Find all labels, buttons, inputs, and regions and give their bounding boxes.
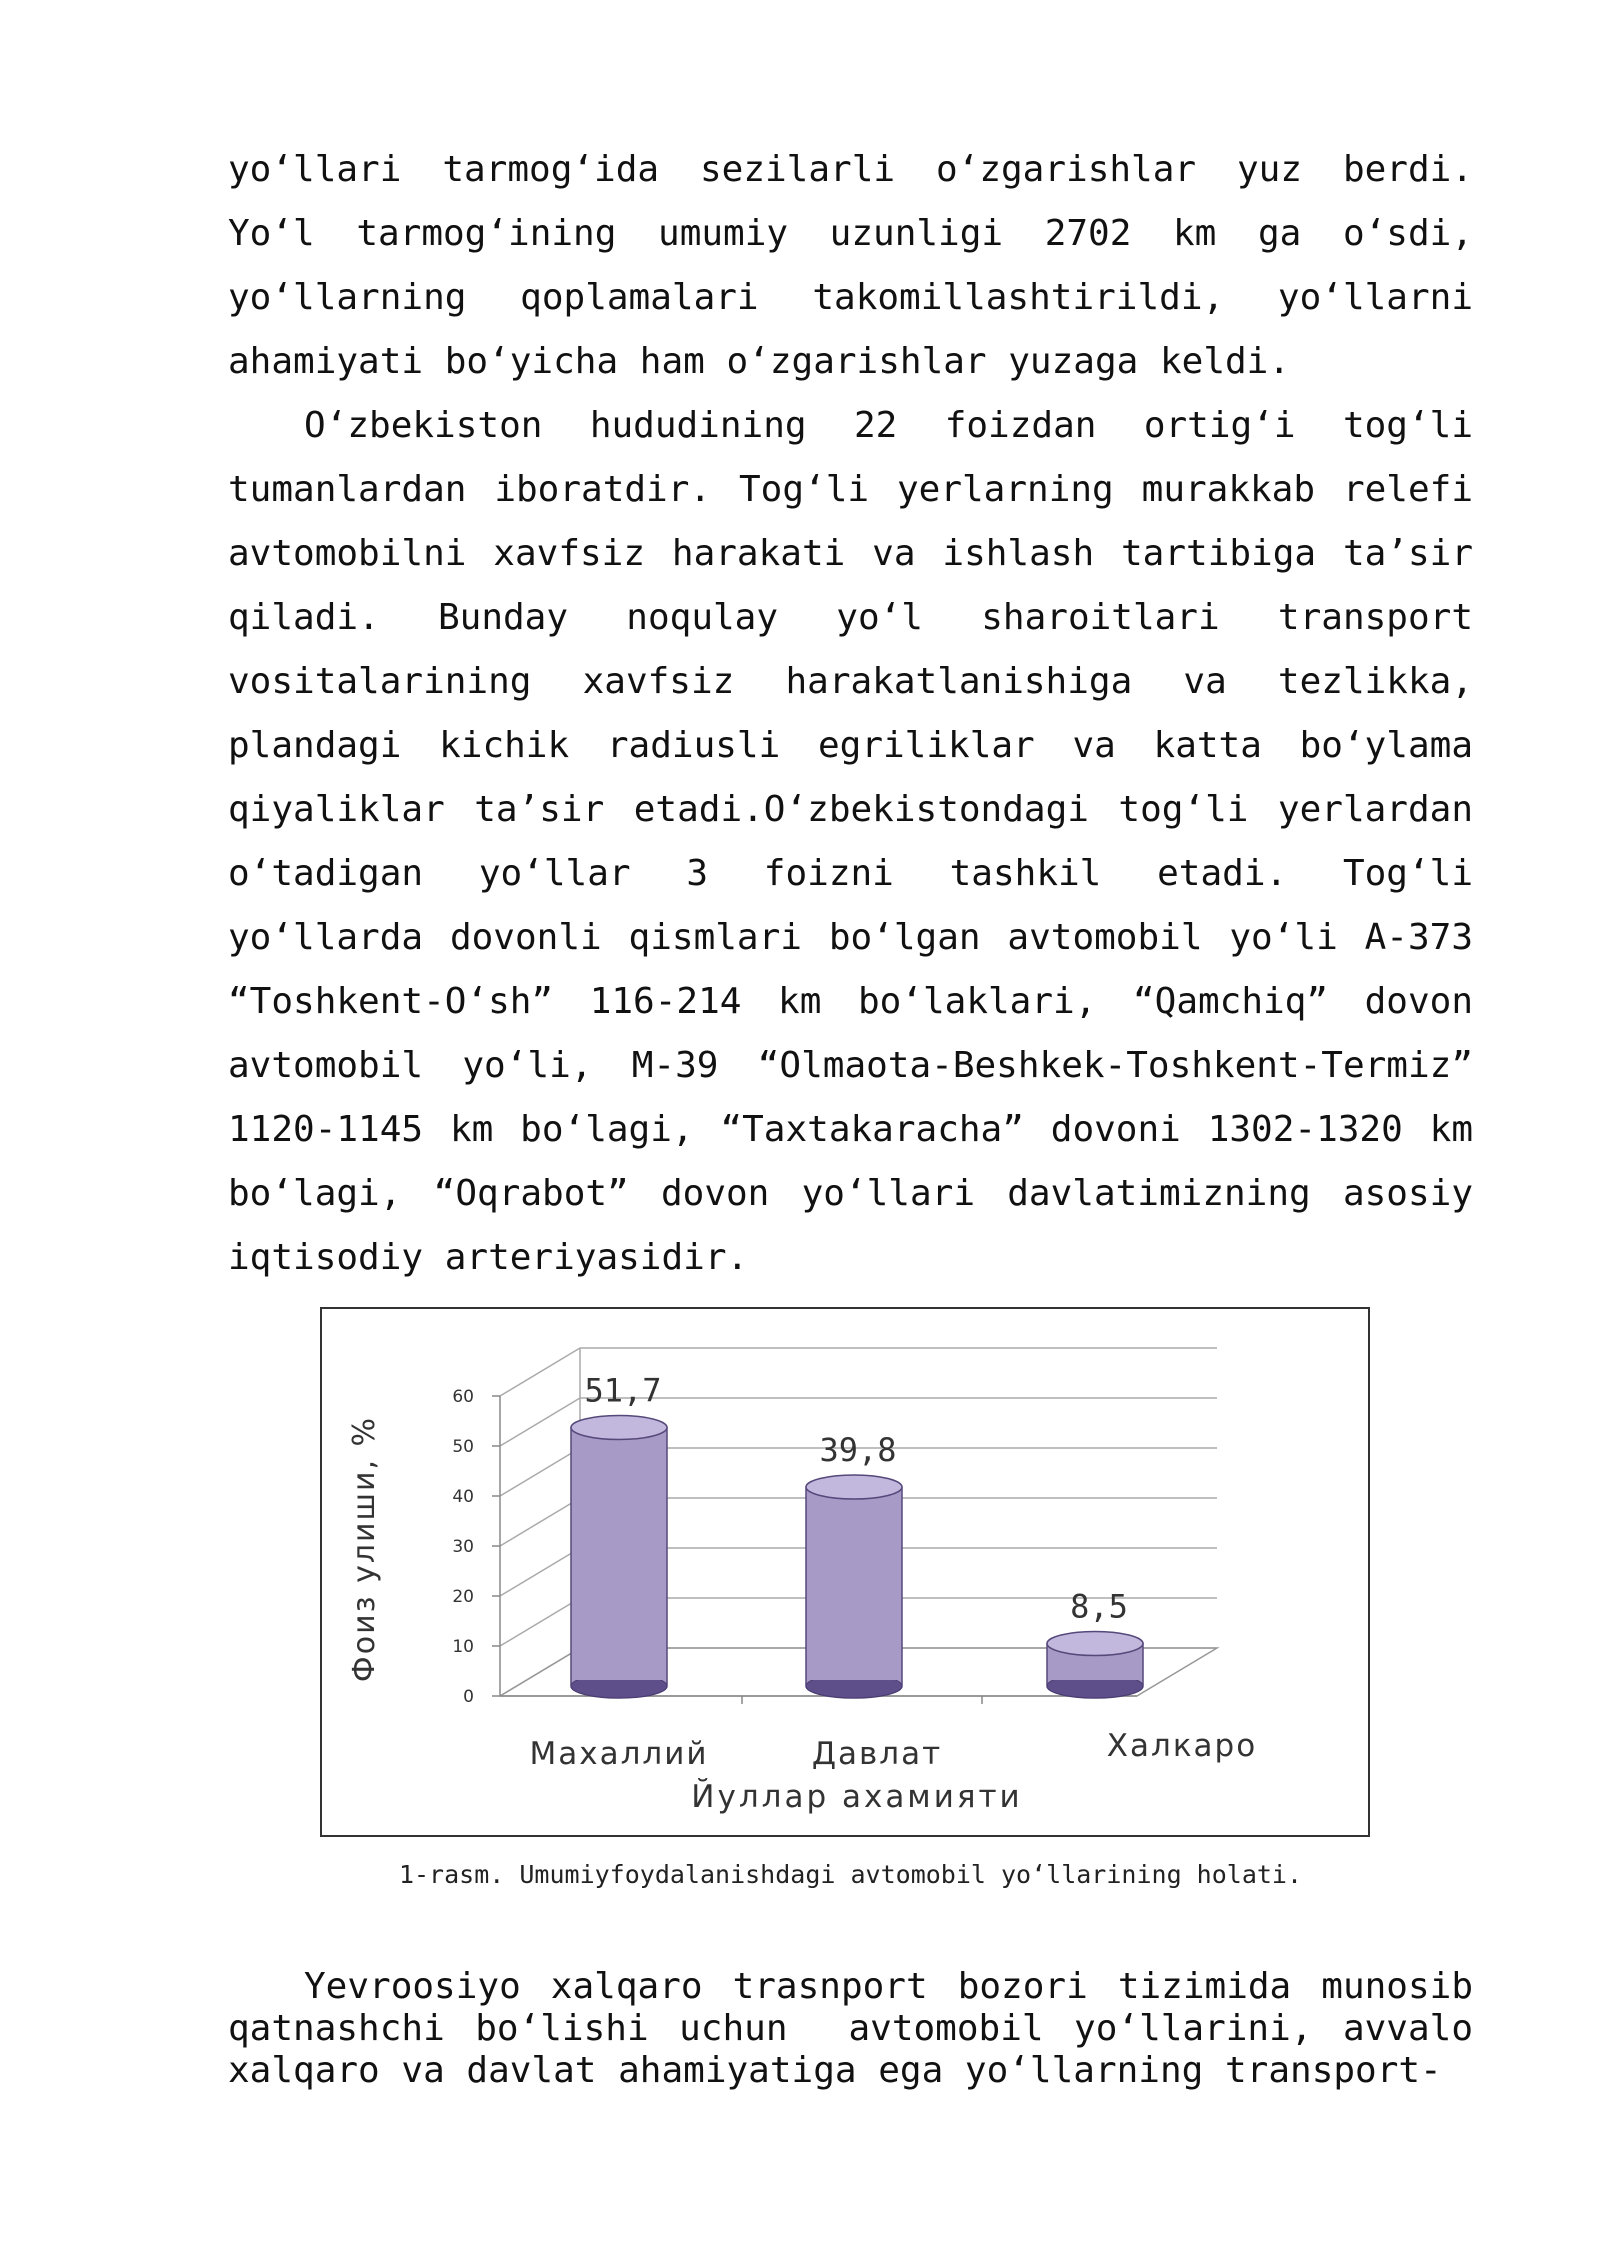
p1-line: yo‘llarning qoplamalari takomillashtirildi, yo‘llarni bbox=[228, 277, 1473, 318]
y-tick-label: 0 bbox=[463, 1687, 474, 1707]
bar-value-label: 51,7 bbox=[584, 1371, 662, 1410]
gridline-depth bbox=[500, 1348, 580, 1396]
bar-cylinder-fill bbox=[807, 1487, 901, 1680]
bar-cylinder-top bbox=[806, 1475, 902, 1499]
bar-cylinder-top bbox=[571, 1416, 667, 1440]
x-category-label: Давлат bbox=[811, 1736, 943, 1772]
y-tick-label: 60 bbox=[452, 1387, 474, 1407]
y-tick-label: 20 bbox=[452, 1587, 474, 1607]
p2-line: qiladi. Bunday noqulay yo‘l sharoitlari transport bbox=[228, 597, 1473, 638]
p2-line: 1120-1145 km bo‘lagi, “Taxtakaracha” dovoni 1302-1320 km bbox=[228, 1109, 1473, 1150]
x-category-label: Халкаро bbox=[1106, 1728, 1258, 1764]
x-category-label: Махаллий bbox=[529, 1736, 709, 1772]
gridline-depth bbox=[500, 1498, 580, 1546]
p2-line: plandagi kichik radiusli egriliklar va katta bo‘ylama bbox=[228, 725, 1473, 766]
p2-line: avtomobil yo‘li, M-39 “Olmaota-Beshkek-Toshkent-Termiz” bbox=[228, 1045, 1473, 1086]
bar-value-label: 8,5 bbox=[1070, 1587, 1128, 1626]
y-axis-title: Фоиз улиши, % bbox=[347, 1415, 382, 1683]
p2-line: qiyaliklar ta’sir etadi.O‘zbekistondagi tog‘li yerlardan bbox=[228, 789, 1473, 830]
y-tick-label: 50 bbox=[452, 1437, 474, 1457]
gridline-depth bbox=[500, 1598, 580, 1646]
bar-chart bbox=[322, 1309, 1368, 1835]
p2-line: avtomobilni xavfsiz harakati va ishlash tartibiga ta’sir bbox=[228, 533, 1473, 574]
p3-line: qatnashchi bo‘lishi uchun avtomobil yo‘llarini, avvalo bbox=[228, 2008, 1473, 2049]
gridline-depth bbox=[500, 1548, 580, 1596]
p3-line: xalqaro va davlat ahamiyatiga ega yo‘llarning transport- bbox=[228, 2050, 1442, 2091]
bar-cylinder-top bbox=[1047, 1632, 1143, 1656]
figure-chart bbox=[320, 1307, 1370, 1837]
y-tick-label: 30 bbox=[452, 1537, 474, 1557]
bar-value-label: 39,8 bbox=[819, 1431, 897, 1469]
p2-line: yo‘llarda dovonli qismlari bo‘lgan avtomobil yo‘li A-373 bbox=[228, 917, 1473, 958]
p1-line: yo‘llari tarmog‘ida sezilarli o‘zgarishlar yuz berdi. bbox=[228, 149, 1473, 190]
p2-line: vositalarining xavfsiz harakatlanishiga va tezlikka, bbox=[228, 661, 1473, 702]
y-tick-label: 10 bbox=[452, 1637, 474, 1657]
p2-line: tumanlardan iboratdir. Tog‘li yerlarning murakkab relefi bbox=[228, 469, 1473, 510]
p2-line: bo‘lagi, “Oqrabot” dovon yo‘llari davlatimizning asosiy bbox=[228, 1173, 1473, 1214]
p2-line: O‘zbekiston hududining 22 foizdan ortig‘i tog‘li bbox=[304, 405, 1473, 446]
bar-cylinder-fill bbox=[572, 1428, 666, 1681]
p1-line: Yo‘l tarmog‘ining umumiy uzunligi 2702 km ga o‘sdi, bbox=[228, 213, 1473, 254]
figure-caption: 1-rasm. Umumiyfoydalanishdagi avtomobil yo‘llarining holati. bbox=[398, 1860, 1303, 1889]
x-axis-title: Йуллар ахамияти bbox=[691, 1779, 1023, 1815]
gridline-depth bbox=[500, 1448, 580, 1496]
p2-line: o‘tadigan yo‘llar 3 foizni tashkil etadi. Tog‘li bbox=[228, 853, 1473, 894]
gridline-depth bbox=[500, 1398, 580, 1446]
p3-line: Yevroosiyo xalqaro trasnport bozori tizimida munosib bbox=[304, 1966, 1473, 2007]
p2-line: “Toshkent-O‘sh” 116-214 km bo‘laklari, “Qamchiq” dovon bbox=[228, 981, 1473, 1022]
p1-line: ahamiyati bo‘yicha ham o‘zgarishlar yuzaga keldi. bbox=[228, 341, 1291, 382]
y-tick-label: 40 bbox=[452, 1487, 474, 1507]
p2-line: iqtisodiy arteriyasidir. bbox=[228, 1237, 749, 1278]
